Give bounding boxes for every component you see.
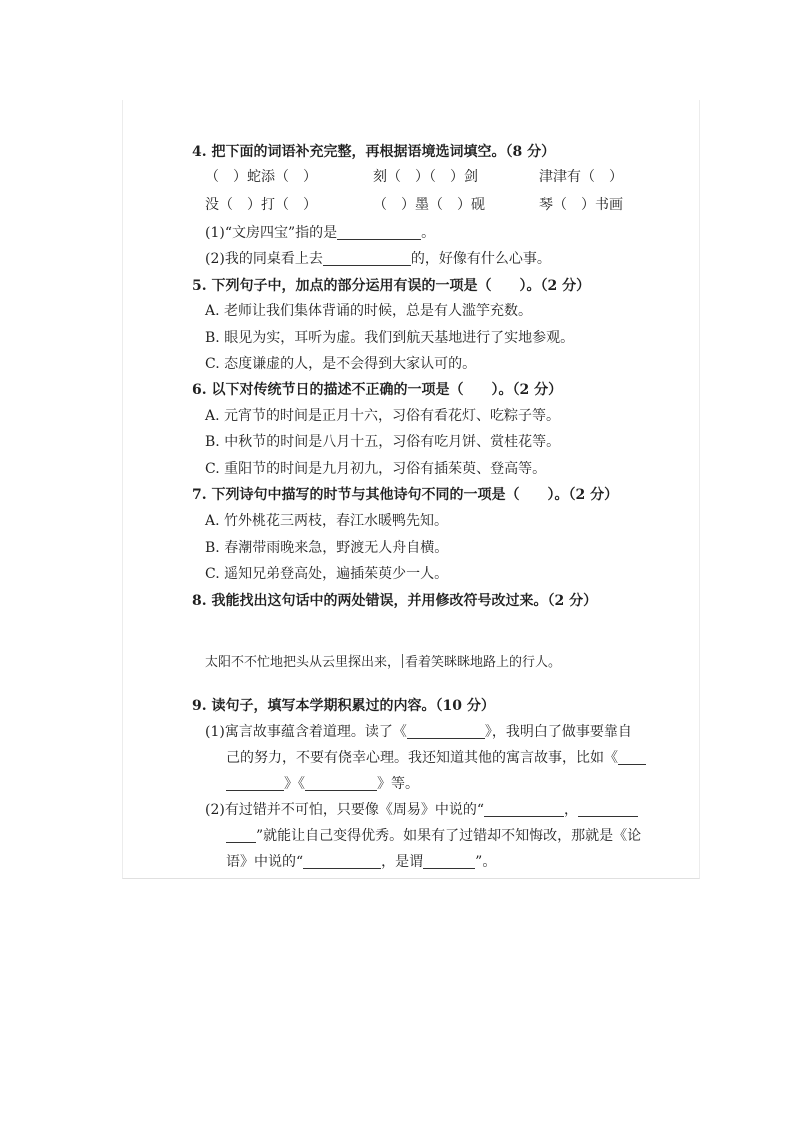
q4-sub1: (1)“文房四宝”指的是 。: [205, 225, 436, 241]
q4-sub2: (2)我的同桌看上去 的，好像有什么心事。: [205, 251, 551, 267]
correction-mark: [402, 654, 403, 668]
answer-blank[interactable]: [323, 251, 411, 266]
q5-option-c[interactable]: C. 态度谦虚的人，是不会得到大家认可的。: [205, 356, 477, 372]
q5-title: 5. 下列句子中，加点的部分运用有误的一项是（ ）。（2 分）: [192, 278, 591, 294]
q9-s1-line2: 己的努力，不要有侥幸心理。我还知道其他的寓言故事，比如《: [226, 749, 646, 767]
q4-title: 4. 把下面的词语补充完整，再根据语境选词填空。（8 分）: [192, 144, 556, 160]
q5-option-a[interactable]: A. 老师让我们集体背诵的时候，总是有人滥竽充数。: [205, 303, 533, 319]
q9-s1-line3: 》《 》等。: [226, 775, 419, 793]
answer-blank[interactable]: [618, 750, 646, 765]
q7-title: 7. 下列诗句中描写的时节与其他诗句不同的一项是（ ）。（2 分）: [192, 487, 619, 503]
answer-blank[interactable]: [226, 776, 284, 791]
answer-blank[interactable]: [423, 854, 475, 869]
q5-option-b[interactable]: B. 眼见为实，耳听为虚。我们到航天基地进行了实地参观。: [205, 330, 575, 346]
q9-s1-line1: (1)寓言故事蕴含着道理。读了《 》，我明白了做事要靠自: [205, 724, 632, 740]
q7-option-c[interactable]: C. 遥知兄弟登高处，遍插茱萸少一人。: [205, 566, 449, 582]
answer-blank[interactable]: [407, 724, 485, 739]
q8-title: 8. 我能找出这句话中的两处错误，并用修改符号改过来。（2 分）: [192, 593, 598, 609]
q8-sentence: 太阳不不忙地把头从云里探出来， 看着笑眯眯地路上的行人。: [205, 655, 562, 670]
q9-s2-line2: ”就能让自己变得优秀。如果有了过错却不知悔改，那就是《论: [226, 827, 641, 845]
q9-title: 9. 读句子，填写本学期积累过的内容。（10 分）: [192, 698, 495, 714]
q9-s2-line3: 语》中说的“ ，是谓 ”。: [226, 854, 497, 870]
answer-blank[interactable]: [337, 225, 421, 240]
answer-blank[interactable]: [303, 854, 381, 869]
q6-option-c[interactable]: C. 重阳节的时间是九月初九，习俗有插茱萸、登高等。: [205, 461, 547, 477]
answer-blank[interactable]: [226, 828, 256, 843]
q4-word-4: 没（ ）打（ ）: [205, 197, 317, 213]
answer-blank[interactable]: [578, 802, 638, 817]
q9-s2-line1: (2)有过错并不可怕，只要像《周易》中说的“ ，: [205, 801, 638, 819]
answer-blank[interactable]: [484, 802, 564, 817]
q4-word-5: （ ）墨（ ）砚: [373, 197, 485, 213]
answer-blank[interactable]: [305, 776, 377, 791]
q7-option-b[interactable]: B. 春潮带雨晚来急，野渡无人舟自横。: [205, 540, 449, 556]
q4-word-3: 津津有（ ）: [539, 169, 623, 185]
q7-option-a[interactable]: A. 竹外桃花三两枝，春江水暖鸭先知。: [205, 513, 449, 529]
q6-title: 6. 以下对传统节日的描述不正确的一项是（ ）。（2 分）: [192, 382, 563, 398]
q6-option-b[interactable]: B. 中秋节的时间是八月十五，习俗有吃月饼、赏桂花等。: [205, 434, 561, 450]
q6-option-a[interactable]: A. 元宵节的时间是正月十六，习俗有看花灯、吃粽子等。: [205, 408, 561, 424]
q4-word-6: 琴（ ）书画: [539, 197, 623, 213]
q4-word-1: （ ）蛇添（ ）: [205, 169, 317, 185]
q4-word-2: 刻（ ）（ ）剑: [373, 169, 478, 185]
